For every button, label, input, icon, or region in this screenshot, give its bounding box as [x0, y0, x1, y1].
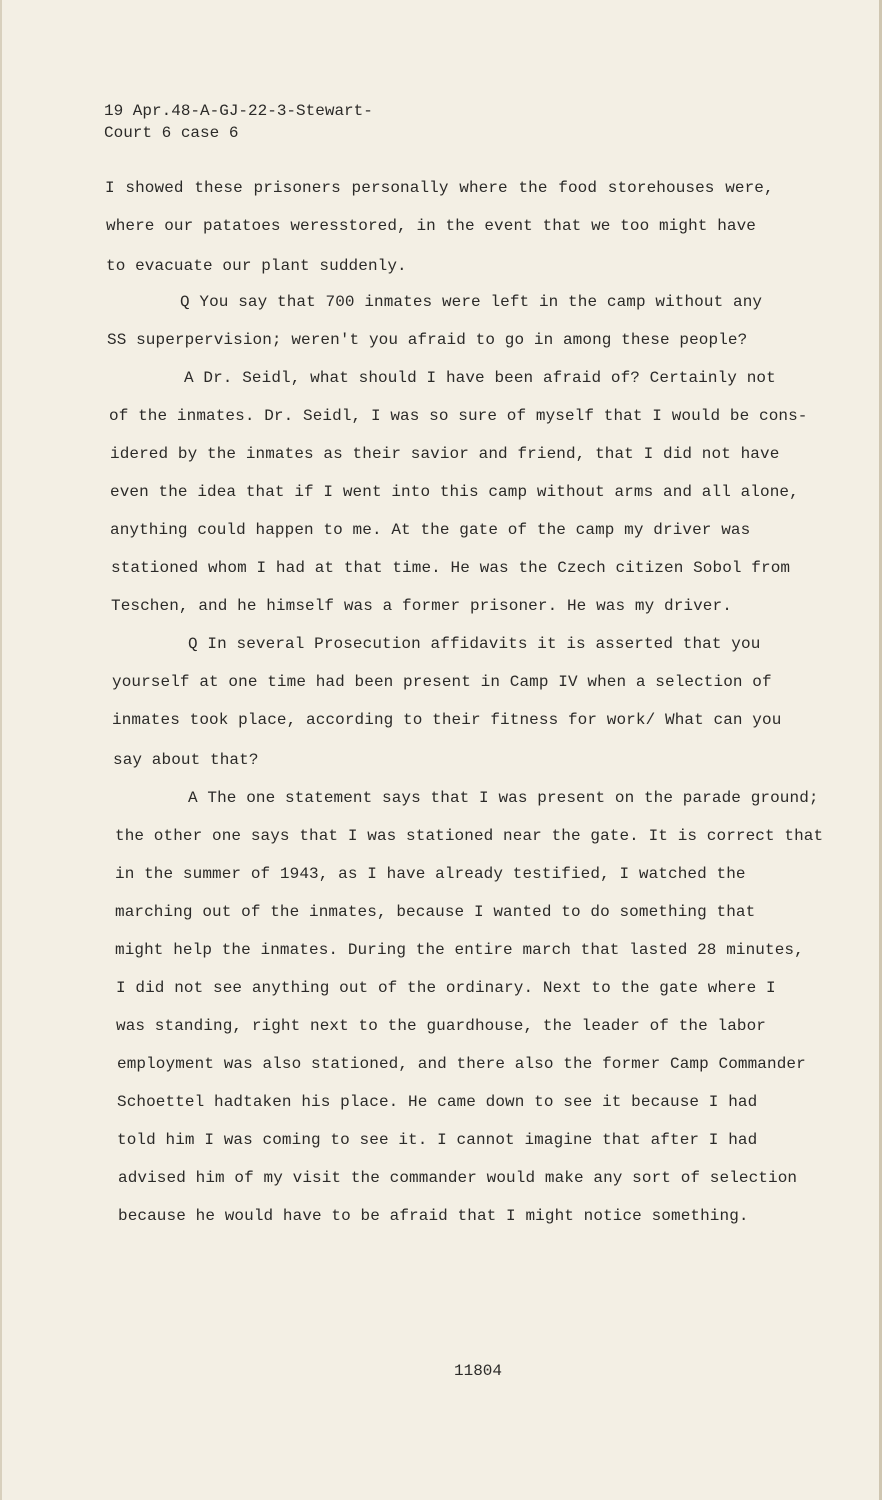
header-court-line: Court 6 case 6 [104, 124, 239, 142]
page-number: 11804 [454, 1362, 503, 1380]
text-line: Schoettel hadtaken his place. He came down to see it because I had [117, 1093, 758, 1111]
text-line: because he would have to be afraid that I might notice something. [118, 1207, 749, 1225]
text-line: stationed whom I had at that time. He was the Czech citizen Sobol from [111, 559, 791, 577]
question-line: Q You say that 700 inmates were left in the camp without any [180, 293, 763, 311]
text-line: even the idea that if I went into this camp without arms and all alone, [110, 483, 799, 501]
text-line: might help the inmates. During the entire march that lasted 28 minutes, [115, 941, 804, 959]
text-line: in the summer of 1943, as I have already testified, I watched the [115, 865, 746, 883]
text-line: told him I was coming to see it. I cannot imagine that after I had [117, 1131, 758, 1149]
text-line: say about that? [113, 751, 259, 769]
text-line: of the inmates. Dr. Seidl, I was so sure of myself that I would be cons- [109, 407, 808, 425]
text-line: I showed these prisoners personally where the food storehouses were, [105, 179, 774, 197]
text-line: advised him of my visit the commander would make any sort of selection [118, 1169, 798, 1187]
text-line: employment was also stationed, and there also the former Camp Commander [117, 1055, 806, 1073]
text-line: was standing, right next to the guardhouse, the leader of the labor [116, 1017, 767, 1035]
text-line: where our patatoes weresstored, in the event that we too might have [106, 217, 757, 235]
text-line: SS superpervision; weren't you afraid to go in among these people? [107, 331, 748, 349]
text-line: inmates took place, according to their fitness for work/ What can you [112, 711, 782, 729]
text-line: yourself at one time had been present in Camp IV when a selection of [112, 673, 772, 691]
answer-line: A Dr. Seidl, what should I have been afraid of? Certainly not [184, 369, 776, 387]
text-line: idered by the inmates as their savior and friend, that I did not have [110, 445, 780, 463]
document-header [104, 100, 373, 144]
text-line: Teschen, and he himself was a former prisoner. He was my driver. [111, 597, 732, 615]
text-line: the other one says that I was stationed near the gate. It is correct that [115, 827, 824, 845]
answer-line: A The one statement says that I was present on the parade ground; [188, 789, 819, 807]
text-line: marching out of the inmates, because I wanted to do something that [115, 903, 756, 921]
text-line: I did not see anything out of the ordinary. Next to the gate where I [116, 979, 776, 997]
text-line: to evacuate our plant suddenly. [106, 257, 407, 275]
text-line: anything could happen to me. At the gate of the camp my driver was [110, 521, 751, 539]
question-line: Q In several Prosecution affidavits it is asserted that you [188, 635, 761, 653]
header-reference-line: 19 Apr.48-A-GJ-22-3-Stewart- [104, 102, 373, 120]
